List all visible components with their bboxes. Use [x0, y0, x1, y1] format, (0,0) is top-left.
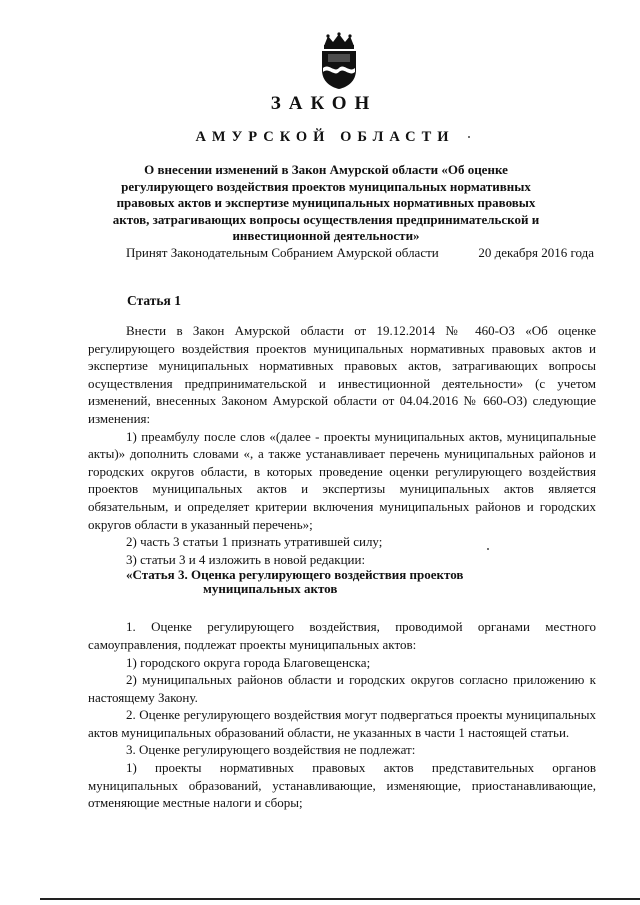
article-body: [88, 322, 596, 812]
scan-speck: [468, 136, 470, 138]
article-heading: Статья 1: [127, 293, 181, 308]
inner-part-1: 1. Оценке регулирующего воздействия, проводимой органами местного самоуправления, подлежат проекты муниципальных актов:: [88, 619, 596, 652]
amendment-item-2: 2) часть 3 статьи 1 признать утратившей силу;: [126, 534, 383, 550]
inner-article-heading: [88, 568, 596, 596]
adoption-date: 20 декабря 2016 года: [478, 245, 594, 260]
adoption-body: Принят Законодательным Собранием Амурской области: [126, 245, 439, 260]
document-region: АМУРСКОЙ ОБЛАСТИ: [195, 129, 455, 145]
inner-part-3: 3. Оценке регулирующего воздействия не подлежат:: [126, 742, 416, 758]
scan-bottom-edge: [40, 898, 640, 900]
document-title: ЗАКОН: [270, 93, 378, 114]
amendment-item-3: 3) статьи 3 и 4 изложить в новой редакции:: [126, 551, 366, 567]
inner-part-2: 2. Оценке регулирующего воздействия могут подвергаться проекты муниципальных актов муниципальных образований области, не указанных в части 1 настоящей статьи.: [88, 707, 596, 740]
article-intro: Внести в Закон Амурской области от 19.12.2014 № 460-ОЗ «Об оценке регулирующего воздействия проектов муниципальных нормативных правовых актов и экспертизе муниципальных нормативных правовых актов, затрагивающих вопросы осуществления предпринимательской и инвестиционной деятельности» (с учетом изменений, внесенных Законом Амурской области от 04.04.2016 № 660-ОЗ) следующие изменения:: [88, 323, 596, 426]
amendment-item-1: 1) преамбулу после слов «(далее - проекты муниципальных актов, муниципальные акты)» дополнить словами «, а также устанавливает перечень муниципальных районов и городских округов области, в которых проведение оценки регулирующего воздействия проектов муниципальных актов и экспертизы муниципальных актов является обязательным, и определяет критерии включения муниципальных районов и городских округов области в указанный перечень»;: [88, 428, 596, 532]
coat-of-arms-icon: [314, 32, 364, 90]
adoption-line: [126, 244, 594, 261]
inner-part-3-item-1: 1) проекты нормативных правовых актов представительных органов муниципальных образований, устанавливающие, изменяющие, приостанавливающие, отменяющие местные налоги и сборы;: [88, 760, 596, 811]
scan-speck: [487, 548, 489, 550]
inner-heading-line-1: «Статья 3. Оценка регулирующего воздействия проектов: [126, 567, 464, 583]
inner-heading-line-2: муниципальных актов: [203, 581, 338, 597]
inner-part-1-item-2: 2) муниципальных районов области и городских округов согласно приложению к настоящему Закону.: [88, 672, 596, 705]
document-subject: О внесении изменений в Закон Амурской области «Об оценке регулирующего воздействия проектов муниципальных нормативных правовых актов и экспертизе муниципальных нормативных правовых актов, затрагивающих вопросы осуществления предпринимательской и инвестиционной деятельности»: [112, 162, 540, 243]
inner-part-1-item-1: 1) городского округа города Благовещенска;: [126, 654, 371, 670]
